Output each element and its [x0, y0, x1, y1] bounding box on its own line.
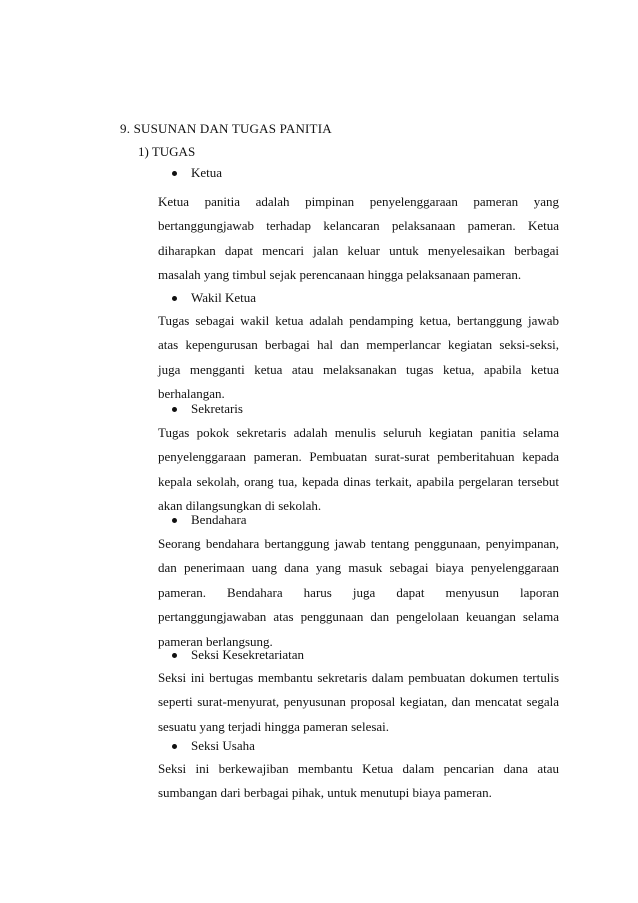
- bullet-heading: Ketua: [191, 165, 223, 180]
- paragraph-line: Tugas pokok sekretaris adalah menulis seluruh kegiatan panitia selama: [158, 425, 559, 440]
- bullet-ketua: [172, 165, 222, 181]
- bullet-heading: Wakil Ketua: [191, 290, 257, 305]
- bullet-dot-icon: [172, 518, 177, 523]
- bullet-heading: Sekretaris: [191, 401, 243, 416]
- bullet-wakil-ketua: [172, 290, 256, 306]
- paragraph-line: bertanggungjawab terhadap kelancaran pelaksanaan pameran. Ketua: [158, 218, 559, 234]
- paragraph-seksi-kesekretariatan: [158, 666, 559, 739]
- paragraph-line: dan penerimaan uang dana yang masuk sebagai biaya penyelenggaraan: [158, 560, 559, 576]
- bullet-dot-icon: [172, 407, 177, 412]
- paragraph-line: Seksi ini bertugas membantu sekretaris dalam pembuatan dokumen tertulis: [158, 670, 559, 685]
- subsection-title: 1) TUGAS: [138, 144, 196, 159]
- bullet-dot-icon: [172, 171, 177, 176]
- bullet-seksi-usaha: [172, 738, 255, 754]
- bullet-heading: Bendahara: [191, 512, 247, 527]
- bullet-dot-icon: [172, 744, 177, 749]
- bullet-dot-icon: [172, 296, 177, 301]
- paragraph-line: sesuatu yang terjadi hingga pameran selesai.: [158, 718, 390, 734]
- paragraph-bendahara: [158, 532, 559, 654]
- paragraph-line: pertanggungjawaban atas penggunaan dan pengelolaan keuangan selama: [158, 609, 559, 625]
- paragraph-sekretaris: [158, 421, 559, 519]
- paragraph-line: penyelenggaraan pameran. Pembuatan surat-surat pemberitahuan kepada: [158, 449, 559, 465]
- bullet-seksi-kesekretariatan: [172, 647, 304, 663]
- section-title: 9. SUSUNAN DAN TUGAS PANITIA: [120, 121, 332, 136]
- paragraph-line: akan dilangsungkan di sekolah.: [158, 498, 322, 514]
- bullet-bendahara: [172, 512, 247, 528]
- paragraph-line: kepala sekolah, orang tua, kepada dinas terkait, apabila pergelaran tersebut: [158, 473, 559, 489]
- paragraph-line: Tugas sebagai wakil ketua adalah pendamping ketua, bertanggung jawab: [158, 313, 559, 328]
- paragraph-line: Seksi ini berkewajiban membantu Ketua dalam pencarian dana atau: [158, 761, 559, 776]
- paragraph-line: seperti surat-menyurat, penyusunan proposal kegiatan, dan mencatat segala: [158, 694, 559, 710]
- bullet-heading: Seksi Kesekretariatan: [191, 647, 304, 662]
- bullet-dot-icon: [172, 653, 177, 658]
- paragraph-line: Seorang bendahara bertanggung jawab tentang penggunaan, penyimpanan,: [158, 536, 559, 551]
- paragraph-wakil-ketua: [158, 309, 559, 407]
- paragraph-line: pameran. Bendahara harus juga dapat menyusun laporan: [158, 584, 559, 600]
- bullet-sekretaris: [172, 401, 243, 417]
- paragraph-line: diharapkan dapat mencari jalan keluar untuk menyelesaikan berbagai: [158, 242, 559, 258]
- bullet-heading: Seksi Usaha: [191, 738, 255, 753]
- paragraph-line: Ketua panitia adalah pimpinan penyelenggaraan pameran yang: [158, 194, 559, 209]
- paragraph-line: sumbangan dari berbagai pihak, untuk menutupi biaya pameran.: [158, 785, 492, 801]
- paragraph-line: pameran berlangsung.: [158, 633, 273, 649]
- paragraph-line: berhalangan.: [158, 386, 225, 402]
- paragraph-ketua: [158, 190, 559, 288]
- paragraph-line: masalah yang timbul sejak perencanaan hingga pelaksanaan pameran.: [158, 267, 522, 283]
- paragraph-line: juga mengganti ketua atau melaksanakan tugas ketua, apabila ketua: [158, 361, 559, 377]
- paragraph-seksi-usaha: [158, 757, 559, 806]
- paragraph-line: atas kepengurusan berbagai hal dan memperlancar kegiatan seksi-seksi,: [158, 337, 559, 353]
